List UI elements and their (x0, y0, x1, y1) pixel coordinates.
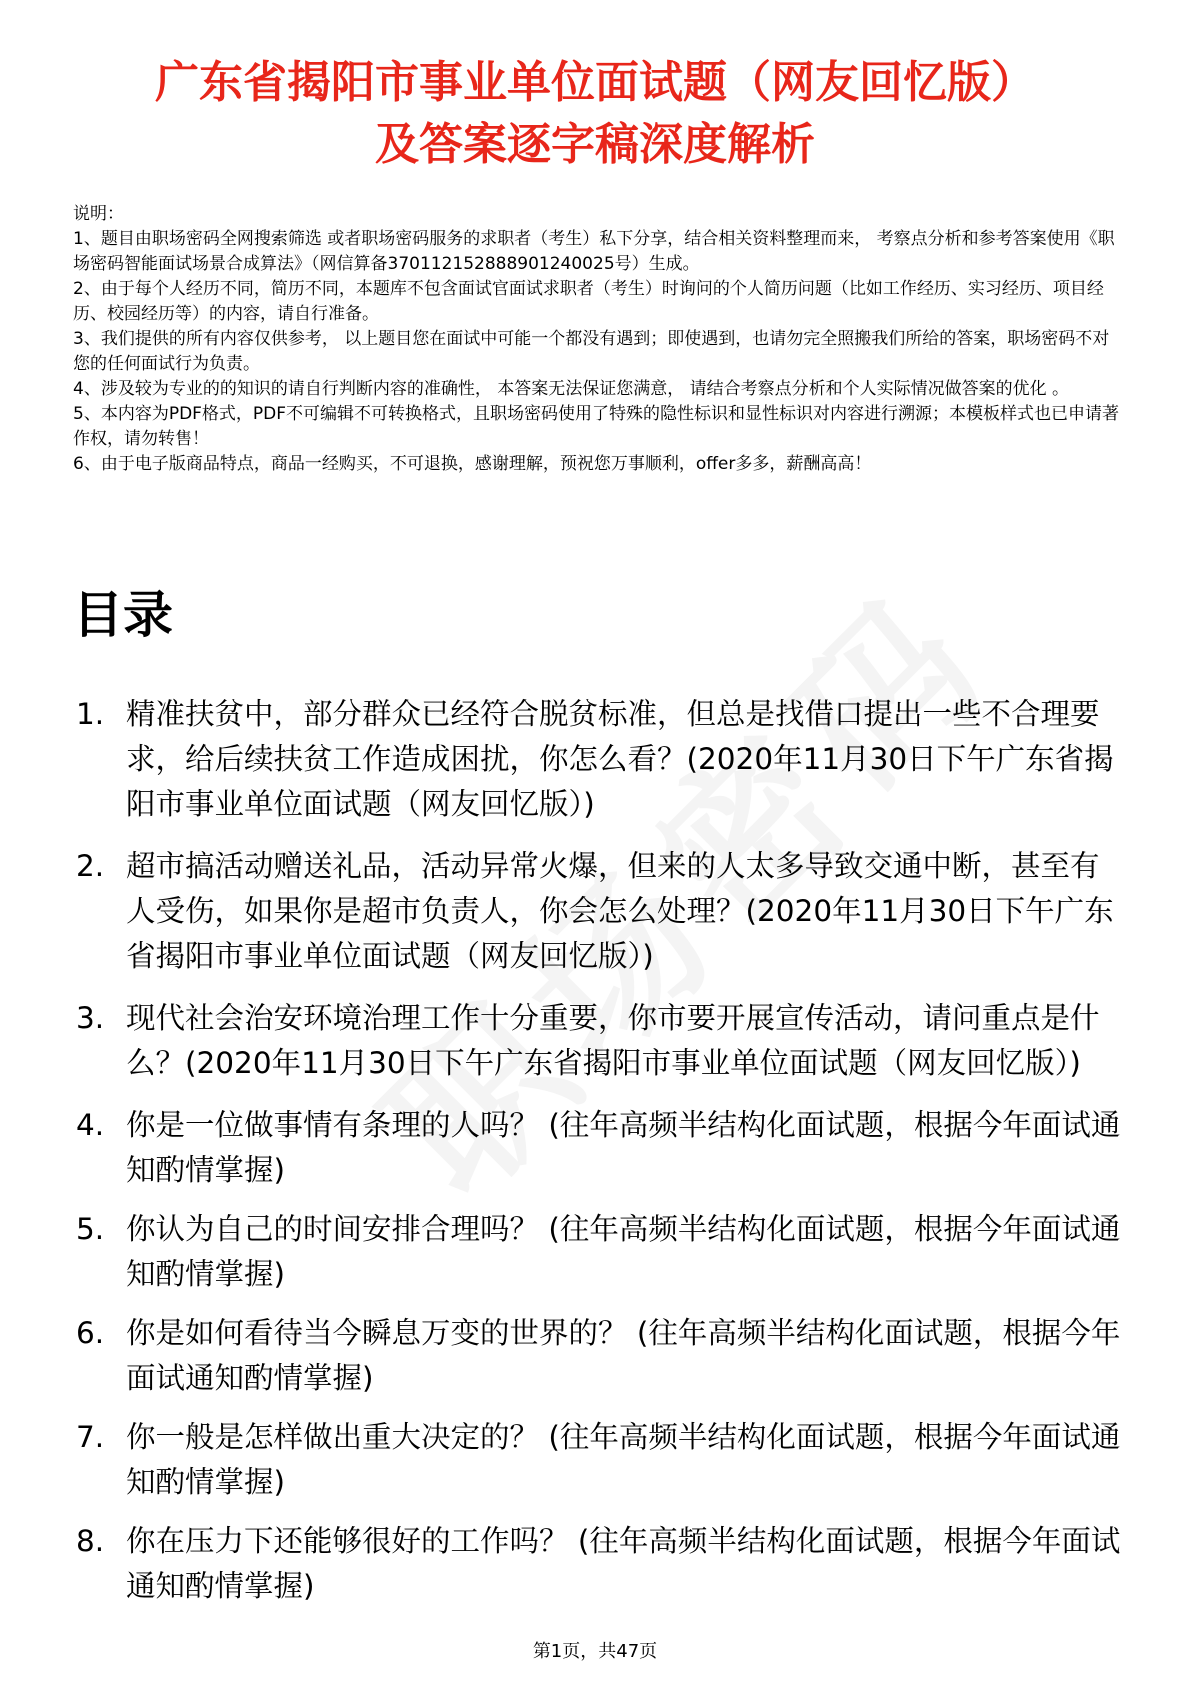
note-item-2: 2、由于每个人经历不同，简历不同，本题库不包含面试官面试求职者（考生）时询问的个人简历问题（比如工作经历、实习经历、项目经历、校园经历等）的内容，请自行准备。 (73, 279, 1104, 324)
toc-item-8[interactable] (0, 1519, 1126, 1609)
title-line-2: 及答案逐字稿深度解析 (375, 119, 815, 170)
toc-item-text: 你是一位做事情有条理的人吗？ (往年高频半结构化面试题，根据今年面试通知酌情掌握) (126, 1108, 1121, 1187)
toc-item-6[interactable] (0, 1311, 1126, 1401)
toc-item-number: 7. (76, 1420, 105, 1454)
toc-item-2[interactable] (0, 844, 1126, 979)
toc-item-number: 6. (76, 1316, 105, 1350)
toc-list (0, 692, 1190, 1623)
note-item-1: 1、题目由职场密码全网搜索筛选 或者职场密码服务的求职者（考生）私下分享，结合相关资料整理而来， 考察点分析和参考答案使用《职场密码智能面试场景合成算法》（网信算备370112152888901240025号）生成。 (73, 229, 1115, 274)
toc-item-4[interactable] (0, 1103, 1126, 1193)
toc-item-5[interactable] (0, 1207, 1126, 1297)
toc-item-number: 4. (76, 1108, 105, 1142)
document-title (0, 52, 1190, 176)
page-footer: 第1页，共47页 (532, 1641, 658, 1662)
note-item-3: 3、我们提供的所有内容仅供参考， 以上题目您在面试中可能一个都没有遇到；即使遇到，也请勿完全照搬我们所给的答案，职场密码不对您的任何面试行为负责。 (73, 329, 1110, 374)
toc-item-number: 1. (76, 697, 105, 731)
toc-item-number: 2. (76, 849, 105, 883)
toc-item-number: 5. (76, 1212, 105, 1246)
toc-item-text: 你在压力下还能够很好的工作吗？ (往年高频半结构化面试题，根据今年面试通知酌情掌握) (126, 1524, 1121, 1603)
note-item-5: 5、本内容为PDF格式，PDF不可编辑不可转换格式，且职场密码使用了特殊的隐性标识和显性标识对内容进行溯源；本模板样式也已申请著作权，请勿转售！ (73, 404, 1120, 449)
toc-item-text: 精准扶贫中，部分群众已经符合脱贫标准，但总是找借口提出一些不合理要求，给后续扶贫工作造成困扰，你怎么看？(2020年11月30日下午广东省揭阳市事业单位面试题（网友回忆版）) (126, 697, 1114, 821)
toc-item-7[interactable] (0, 1415, 1126, 1505)
toc-item-text: 你是如何看待当今瞬息万变的世界的？ (往年高频半结构化面试题，根据今年面试通知酌情掌握) (126, 1316, 1121, 1395)
toc-heading: 目录 (73, 586, 173, 644)
title-line-1: 广东省揭阳市事业单位面试题（网友回忆版） (155, 57, 1035, 108)
toc-item-text: 你认为自己的时间安排合理吗？ (往年高频半结构化面试题，根据今年面试通知酌情掌握) (126, 1212, 1121, 1291)
toc-item-number: 8. (76, 1524, 105, 1558)
toc-item-text: 超市搞活动赠送礼品，活动异常火爆，但来的人太多导致交通中断，甚至有人受伤，如果你是超市负责人，你会怎么处理？(2020年11月30日下午广东省揭阳市事业单位面试题（网友回忆版）) (126, 849, 1114, 973)
toc-item-text: 现代社会治安环境治理工作十分重要，你市要开展宣传活动，请问重点是什么？(2020年11月30日下午广东省揭阳市事业单位面试题（网友回忆版）) (126, 1001, 1100, 1080)
toc-item-3[interactable] (0, 996, 1126, 1086)
note-item-6: 6、由于电子版商品特点，商品一经购买，不可退换，感谢理解，预祝您万事顺利，offer多多，薪酬高高！ (73, 454, 872, 474)
notes-section (73, 202, 1123, 477)
toc-item-text: 你一般是怎样做出重大决定的？ (往年高频半结构化面试题，根据今年面试通知酌情掌握) (126, 1420, 1121, 1499)
note-item-4: 4、涉及较为专业的的知识的请自行判断内容的准确性， 本答案无法保证您满意， 请结合考察点分析和个人实际情况做答案的优化 。 (73, 379, 1070, 399)
toc-item-number: 3. (76, 1001, 105, 1035)
toc-item-1[interactable] (0, 692, 1126, 827)
notes-heading: 说明： (73, 204, 124, 224)
